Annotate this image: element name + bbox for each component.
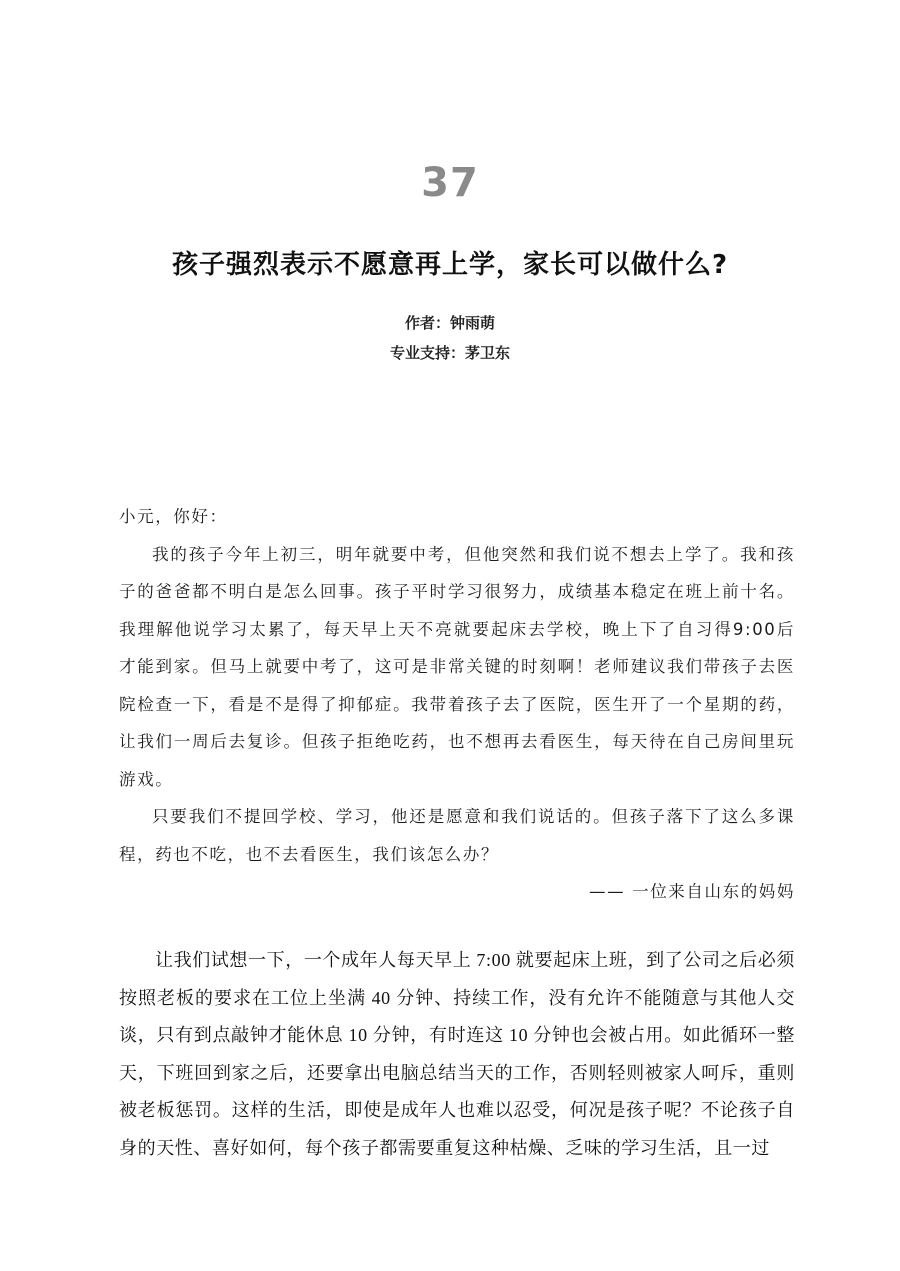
response-body <box>119 942 795 1167</box>
letter-paragraph: 我的孩子今年上初三，明年就要中考，但他突然和我们说不想去上学了。我和孩子的爸爸都不明白是怎么回事。孩子平时学习很努力，成绩基本稳定在班上前十名。我理解他说学习太累了，每天早上天不亮就要起床去学校，晚上下了自习得9:00后才能到家。但马上就要中考了，这可是非常关键的时刻啊！老师建议我们带孩子去医院检查一下，看是不是得了抑郁症。我带着孩子去了医院，医生开了一个星期的药，让我们一周后去复诊。但孩子拒绝吃药，也不想再去看医生，每天待在自己房间里玩游戏。 <box>119 544 795 789</box>
chapter-title: 孩子强烈表示不愿意再上学，家长可以做什么? <box>171 250 729 280</box>
reader-letter <box>119 498 795 911</box>
letter-signature: —— 一位来自山东的妈妈 <box>589 882 795 901</box>
chapter-number: 37 <box>421 160 479 206</box>
support-credit: 专业支持：茅卫东 <box>389 344 510 362</box>
response-paragraph: 让我们试想一下，一个成年人每天早上 7:00 就要起床上班，到了公司之后必须按照老板的要求在工位上坐满 40 分钟、持续工作，没有允许不能随意与其他人交谈，只有到点敲钟才能休息 10 分钟，有时连这 10 分钟也会被占用。如此循环一整天，下班回到家之后，还要拿出电脑总结当天的工作，否则轻则被家人呵斥，重则被老板惩罚。这样的生活，即使是成年人也难以忍受，何况是孩子呢？不论孩子自身的天性、喜好如何，每个孩子都需要重复这种枯燥、乏味的学习生活，且一过 <box>119 950 795 1158</box>
letter-paragraph: 只要我们不提回学校、学习，他还是愿意和我们说话的。但孩子落下了这么多课程，药也不吃，也不去看医生，我们该怎么办？ <box>119 807 795 864</box>
author-credit: 作者：钟雨萌 <box>404 314 495 332</box>
letter-greeting: 小元，你好： <box>119 507 228 526</box>
